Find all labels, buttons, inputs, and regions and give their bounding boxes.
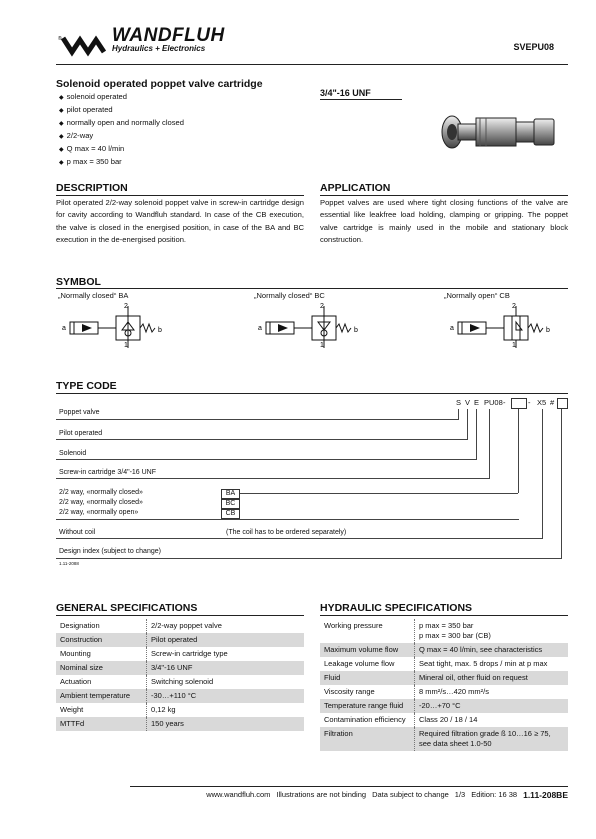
symbol-a: a xyxy=(258,325,262,332)
spec-key: Ambient temperature xyxy=(56,689,147,703)
code-v: V xyxy=(465,398,472,407)
spec-value: Class 20 / 18 / 14 xyxy=(419,715,478,724)
connector-line xyxy=(518,409,519,493)
symbol-label-bc: „Normally closed“ BC xyxy=(254,291,325,300)
symbol-a: a xyxy=(450,325,454,332)
code-dash: - xyxy=(503,398,507,407)
code-e: E xyxy=(474,398,481,407)
section-rule xyxy=(320,195,568,196)
typecode-line xyxy=(56,459,477,460)
spec-key: Weight xyxy=(56,703,147,717)
table-row xyxy=(320,685,568,699)
footer-rule xyxy=(130,786,568,787)
spec-key: Nominal size xyxy=(56,661,147,675)
variant-code: BC xyxy=(221,499,240,509)
variant-code: CB xyxy=(221,509,240,519)
coil-note: (The coil has to be ordered separately) xyxy=(226,529,347,536)
code-hash: # xyxy=(550,398,556,407)
spec-value: -20…+70 °C xyxy=(415,699,569,713)
wandfluh-logo-icon xyxy=(58,30,110,58)
general-specs-title: GENERAL SPECIFICATIONS xyxy=(56,602,198,614)
typecode-ref: 1.11-2088 xyxy=(59,561,79,566)
description-text: Pilot operated 2/2-way solenoid poppet valve in screw-in cartridge design for cavity according to Wandfluh standard. In case of the CB execution, the valve is closed in the energised position, in case of the BA and BC execution in the de-energised position. xyxy=(56,198,304,245)
table-row xyxy=(320,727,568,751)
thread-size: 3/4"-16 UNF xyxy=(320,88,371,98)
feature-item: ◆ 2/2-way xyxy=(59,130,184,143)
typecode-line xyxy=(240,493,518,494)
feature-item: ◆ Q max = 40 l/min xyxy=(59,143,184,156)
symbol-label-ba: „Normally closed“ BA xyxy=(58,291,129,300)
typecode-title: TYPE CODE xyxy=(56,380,117,392)
spec-key: Temperature range fluid xyxy=(320,699,415,713)
typecode-line xyxy=(56,439,468,440)
symbol-title: SYMBOL xyxy=(56,276,101,288)
spec-key: MTTFd xyxy=(56,717,147,731)
table-row xyxy=(320,671,568,685)
spec-key: Designation xyxy=(56,619,147,633)
application-title: APPLICATION xyxy=(320,182,391,194)
footer-note: Illustrations are not binding xyxy=(276,790,367,799)
spec-value: 150 years xyxy=(147,717,305,731)
table-row xyxy=(56,703,304,717)
spec-value: Q max = 40 l/min, see characteristics xyxy=(415,643,569,657)
spec-value: Switching solenoid xyxy=(151,677,214,686)
spec-value: Screw-in cartridge type xyxy=(151,649,228,658)
spec-key: Contamination efficiency xyxy=(320,713,415,727)
section-rule xyxy=(56,195,304,196)
table-row xyxy=(56,717,304,731)
general-specs-table xyxy=(56,619,304,731)
symbol-b: b xyxy=(158,327,162,334)
spec-key: Maximum volume flow xyxy=(320,643,415,657)
coil-label: Without coil xyxy=(59,529,96,536)
feature-item: ◆ pilot operated xyxy=(59,104,184,117)
section-rule xyxy=(56,393,568,394)
footer-note: Data subject to change xyxy=(372,790,449,799)
symbol-port-1: 1 xyxy=(512,342,516,348)
typecode-row: Screw-in cartridge 3/4"-16 UNF xyxy=(59,469,157,476)
typecode-line xyxy=(56,558,562,559)
symbol-cb-diagram xyxy=(450,300,560,348)
variant-label: 2/2 way, «normally open» xyxy=(59,509,139,516)
feature-item: ◆ solenoid operated xyxy=(59,91,184,104)
connector-line xyxy=(561,409,562,558)
header-divider xyxy=(56,64,568,65)
code-box-design xyxy=(557,398,568,409)
spec-key: Mounting xyxy=(56,647,147,661)
doc-code: SVEPU08 xyxy=(513,42,554,52)
symbol-port-2: 2 xyxy=(512,303,516,310)
hydraulic-specs-title: HYDRAULIC SPECIFICATIONS xyxy=(320,602,473,614)
table-row xyxy=(320,713,568,727)
spec-value: 2/2-way poppet valve xyxy=(151,621,222,630)
symbol-port-2: 2 xyxy=(124,303,128,310)
spec-value: Mineral oil, other fluid on request xyxy=(415,671,569,685)
code-pu08: PU08 xyxy=(484,398,503,407)
typecode-line xyxy=(56,478,490,479)
svg-text:®: ® xyxy=(58,36,62,42)
table-row xyxy=(56,633,304,647)
description-title: DESCRIPTION xyxy=(56,182,128,194)
footer-site-link[interactable]: www.wandfluh.com xyxy=(206,790,271,799)
section-rule xyxy=(320,615,568,616)
table-row xyxy=(56,619,304,633)
connector-line xyxy=(489,409,490,478)
footer-page: 1/3 xyxy=(454,790,466,799)
spec-key: Working pressure xyxy=(320,619,415,643)
symbol-b: b xyxy=(546,327,550,334)
symbol-label-cb: „Normally open“ CB xyxy=(444,291,510,300)
symbol-bc-diagram xyxy=(258,300,368,348)
footer-edition: Edition: 16 38 xyxy=(471,790,518,799)
brand-name: WANDFLUH xyxy=(112,25,225,46)
spec-value: -30…+110 °C xyxy=(147,689,305,703)
spec-key: Leakage volume flow xyxy=(320,657,415,671)
typecode-line xyxy=(56,419,459,420)
valve-cartridge-image xyxy=(440,108,560,156)
spec-value: 8 mm²/s…420 mm²/s xyxy=(419,687,490,696)
spec-value: 3/4"-16 UNF xyxy=(147,661,305,675)
brand-subtitle: Hydraulics + Electronics xyxy=(112,44,206,53)
typecode-row: Solenoid xyxy=(59,450,87,457)
spec-key: Actuation xyxy=(56,675,147,689)
table-row xyxy=(320,657,568,671)
spec-value: Required filtration grade ß 10…16 ≥ 75, see data sheet 1.0-50 xyxy=(415,727,569,751)
spec-value: p max = 350 bar p max = 300 bar (CB) xyxy=(419,621,491,640)
design-index: Design index (subject to change) xyxy=(59,548,161,555)
spec-value: 0,12 kg xyxy=(151,705,176,714)
table-row xyxy=(56,647,304,661)
feature-item: ◆ p max = 350 bar xyxy=(59,156,184,169)
symbol-port-1: 1 xyxy=(320,342,324,348)
spec-value: Pilot operated xyxy=(147,633,305,647)
spec-key: Viscosity range xyxy=(320,685,415,699)
table-row xyxy=(320,699,568,713)
connector-line xyxy=(458,409,459,419)
spec-key: Construction xyxy=(56,633,147,647)
typecode-row: Poppet valve xyxy=(59,409,100,416)
application-text: Poppet valves are used where tight closing functions of the valve are essential like leakfree load holding, clamping or gripping. The poppet valve cartridge is mainly used in the mobile and stationary block construction. xyxy=(320,198,568,245)
hydraulic-specs-table xyxy=(320,619,568,751)
section-rule xyxy=(56,615,304,616)
thread-underline xyxy=(320,99,402,100)
footer xyxy=(130,790,568,800)
footer-doc-code: 1.11-208BE xyxy=(523,790,568,800)
symbol-ba-diagram xyxy=(62,300,172,348)
spec-key: Filtration xyxy=(320,727,415,751)
table-row xyxy=(56,661,304,675)
symbol-port-1: 1 xyxy=(124,342,128,348)
symbol-a: a xyxy=(62,325,66,332)
feature-list xyxy=(59,91,184,170)
connector-line xyxy=(476,409,477,459)
table-row xyxy=(56,675,304,689)
feature-item: ◆ normally open and normally closed xyxy=(59,117,184,130)
connector-line xyxy=(542,409,543,538)
typecode-line xyxy=(56,519,519,520)
code-s: S xyxy=(456,398,463,407)
code-dash: - xyxy=(528,398,532,407)
section-rule xyxy=(56,288,568,289)
table-row xyxy=(320,643,568,657)
code-box-variant xyxy=(511,398,527,409)
typecode-row: Pilot operated xyxy=(59,430,103,437)
typecode-line xyxy=(56,538,543,539)
symbol-port-2: 2 xyxy=(320,303,324,310)
spec-value: Seat tight, max. 5 drops / min at p max xyxy=(419,659,548,668)
table-row xyxy=(320,619,568,643)
variant-label: 2/2 way, «normally closed» xyxy=(59,499,143,506)
product-title: Solenoid operated poppet valve cartridge xyxy=(56,78,263,90)
symbol-b: b xyxy=(354,327,358,334)
spec-key: Fluid xyxy=(320,671,415,685)
connector-line xyxy=(467,409,468,439)
variant-label: 2/2 way, «normally closed» xyxy=(59,489,143,496)
table-row xyxy=(56,689,304,703)
code-x5: X5 xyxy=(537,398,547,407)
variant-code: BA xyxy=(221,489,240,499)
